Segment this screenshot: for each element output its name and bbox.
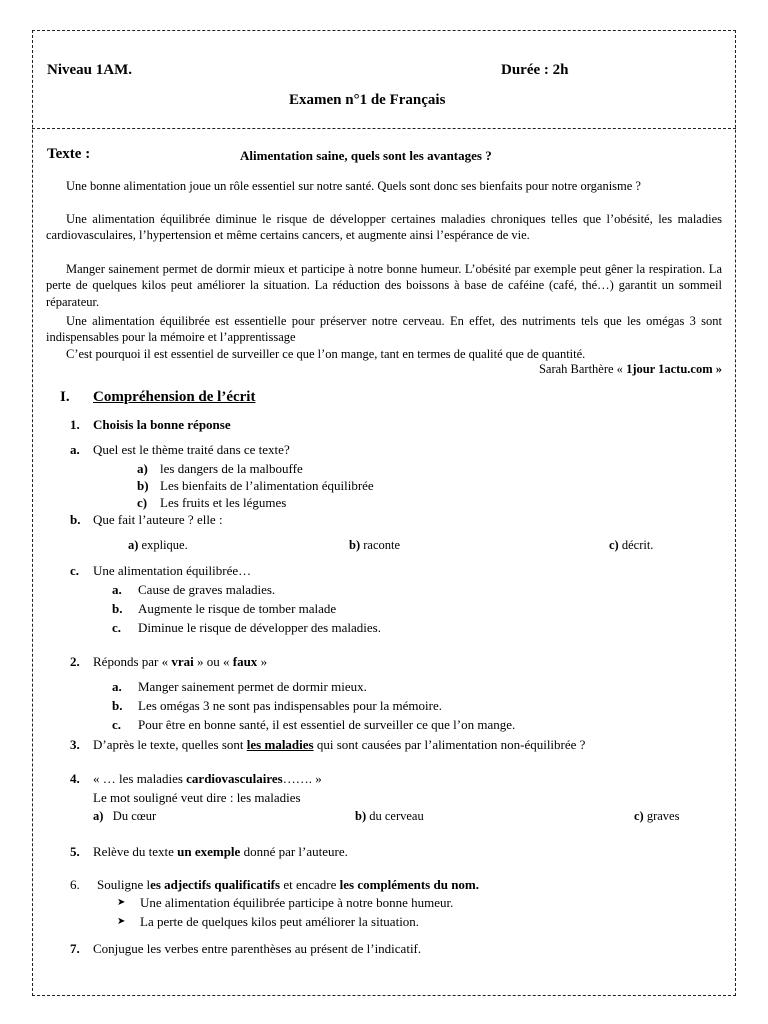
option-letter: b) <box>355 809 367 823</box>
q1a-question: Quel est le thème traité dans ce texte? <box>93 442 290 457</box>
q1-title: Choisis la bonne réponse <box>93 417 231 432</box>
q2-text: » <box>257 654 268 669</box>
q1c-letter: c. <box>70 563 80 578</box>
section-title: Compréhension de l’écrit <box>93 389 256 405</box>
q5-emph: un exemple <box>177 844 241 859</box>
q6-emph: es adjectifs qualificatifs <box>150 877 281 892</box>
q7-number: 7. <box>70 941 80 956</box>
text-paragraph-3: Manger sainement permet de dormir mieux et participe à notre bonne humeur. L’obésité par exemple peut gêner la respiration. La perte de quelques kilos peut améliorer la situation. La réduction des boissons à base de caféine (café, thé…) garantit un sommeil réparateur. <box>46 262 722 309</box>
q5-text: Relève du texte <box>93 844 178 859</box>
q1c-option-text: Cause de graves maladies. <box>138 582 276 597</box>
text-paragraph-4: Une alimentation équilibrée est essentielle pour préserver notre cerveau. En effet, des nutriments tels que les omégas 3 sont indispensables pour la mémoire et l’apprentissage <box>46 314 722 345</box>
q4-option-c <box>634 809 679 824</box>
q5-text: donné par l’auteure. <box>240 844 348 859</box>
option-letter: c) <box>609 538 619 552</box>
option-letter: c) <box>634 809 644 823</box>
q4-text: ……. » <box>282 771 322 786</box>
text-author <box>539 362 722 377</box>
q1a-letter: a. <box>70 442 80 457</box>
q1c-option-letter: c. <box>112 620 122 635</box>
q1a-option-letter: b) <box>137 478 149 493</box>
text-paragraph-2: Une alimentation équilibrée diminue le risque de développer certaines maladies chroniques telles que l’obésité, les maladies cardiovasculaires, l’hypertension et même certains cancers, et augmente ainsi l’espérance de vie. <box>46 212 722 243</box>
q2-faux: faux <box>232 654 258 669</box>
arrow-bullet-icon: ➤ <box>117 916 126 927</box>
q2-item-text: Manger sainement permet de dormir mieux. <box>138 679 367 694</box>
q1a-option-letter: c) <box>137 495 148 510</box>
q2-vrai: vrai <box>171 654 194 669</box>
option-text: du cerveau <box>369 809 424 823</box>
q2-text: » ou « <box>193 654 233 669</box>
q2-question <box>93 654 267 670</box>
q2-number: 2. <box>70 654 80 669</box>
q6-text: Souligne l <box>97 877 151 892</box>
q4-text: « … les maladies <box>93 771 187 786</box>
q1a-option-text: Les bienfaits de l’alimentation équilibrée <box>160 478 374 493</box>
q1b-option-c <box>609 538 653 553</box>
q1b-option-a <box>128 538 188 553</box>
q6-item: La perte de quelques kilos peut améliorer la situation. <box>140 914 420 929</box>
q4-emph: cardiovasculaires <box>186 771 283 786</box>
option-text: décrit. <box>621 538 654 552</box>
q2-item-text: Les omégas 3 ne sont pas indispensables pour la mémoire. <box>138 698 442 713</box>
q4-line2: Le mot souligné veut dire : les maladies <box>93 790 301 805</box>
option-text: raconte <box>363 538 401 552</box>
q1b-question: Que fait l’auteure ? elle : <box>93 512 223 527</box>
q6-question <box>97 877 479 893</box>
section-number: I. <box>60 389 70 405</box>
q3-emph: les maladies <box>246 737 314 752</box>
level-label: Niveau 1AM. <box>47 62 132 78</box>
q4-option-b <box>355 809 424 824</box>
q6-emph: les compléments du nom. <box>339 877 480 892</box>
option-letter: a) <box>93 809 104 823</box>
q1a-option-letter: a) <box>137 461 148 476</box>
q1-number: 1. <box>70 417 80 432</box>
q2-item-letter: a. <box>112 679 122 694</box>
q1c-option-letter: b. <box>112 601 123 616</box>
q4-option-a <box>93 809 156 824</box>
q2-item-letter: b. <box>112 698 123 713</box>
option-letter: a) <box>128 538 139 552</box>
text-label: Texte : <box>47 146 91 162</box>
text-paragraph-5: C’est pourquoi il est essentiel de surveiller ce que l’on mange, tant en termes de qualité que de quantité. <box>66 347 586 361</box>
q5-number: 5. <box>70 844 80 859</box>
q7-question: Conjugue les verbes entre parenthèses au présent de l’indicatif. <box>93 941 422 956</box>
option-text: graves <box>646 809 680 823</box>
q6-text: et encadre <box>280 877 340 892</box>
q6-number: 6. <box>70 877 80 892</box>
q5-question <box>93 844 348 860</box>
q1a-option-text: Les fruits et les légumes <box>160 495 287 510</box>
exam-title: Examen n°1 de Français <box>289 92 446 108</box>
q4-number: 4. <box>70 771 80 786</box>
q2-item-letter: c. <box>112 717 122 732</box>
q3-text: qui sont causées par l’alimentation non-équilibrée ? <box>313 737 586 752</box>
text-title: Alimentation saine, quels sont les avantages ? <box>240 148 492 163</box>
option-text: explique. <box>141 538 188 552</box>
q1a-option-text: les dangers de la malbouffe <box>160 461 303 476</box>
header-separator <box>32 128 736 129</box>
q1c-option-letter: a. <box>112 582 122 597</box>
q2-item-text: Pour être en bonne santé, il est essentiel de surveiller ce que l’on mange. <box>138 717 516 732</box>
q3-text: D’après le texte, quelles sont <box>93 737 247 752</box>
q1c-option-text: Augmente le risque de tomber malade <box>138 601 337 616</box>
q3-question <box>93 737 585 753</box>
q2-text: Réponds par « <box>93 654 172 669</box>
q6-item: Une alimentation équilibrée participe à notre bonne humeur. <box>140 895 454 910</box>
text-paragraph-1: Une bonne alimentation joue un rôle essentiel sur notre santé. Quels sont donc ses bienfaits pour notre organisme ? <box>66 179 641 193</box>
q4-quote <box>93 771 322 787</box>
q1b-option-b <box>349 538 400 553</box>
arrow-bullet-icon: ➤ <box>117 897 126 908</box>
option-text: Du cœur <box>112 809 157 823</box>
author-name: Sarah Barthère « <box>538 362 627 376</box>
author-source: 1jour 1actu.com » <box>626 362 722 376</box>
q3-number: 3. <box>70 737 80 752</box>
duration-label: Durée : 2h <box>501 62 569 78</box>
q1b-letter: b. <box>70 512 81 527</box>
q1c-question: Une alimentation équilibrée… <box>93 563 252 578</box>
q1c-option-text: Diminue le risque de développer des maladies. <box>138 620 381 635</box>
option-letter: b) <box>349 538 361 552</box>
